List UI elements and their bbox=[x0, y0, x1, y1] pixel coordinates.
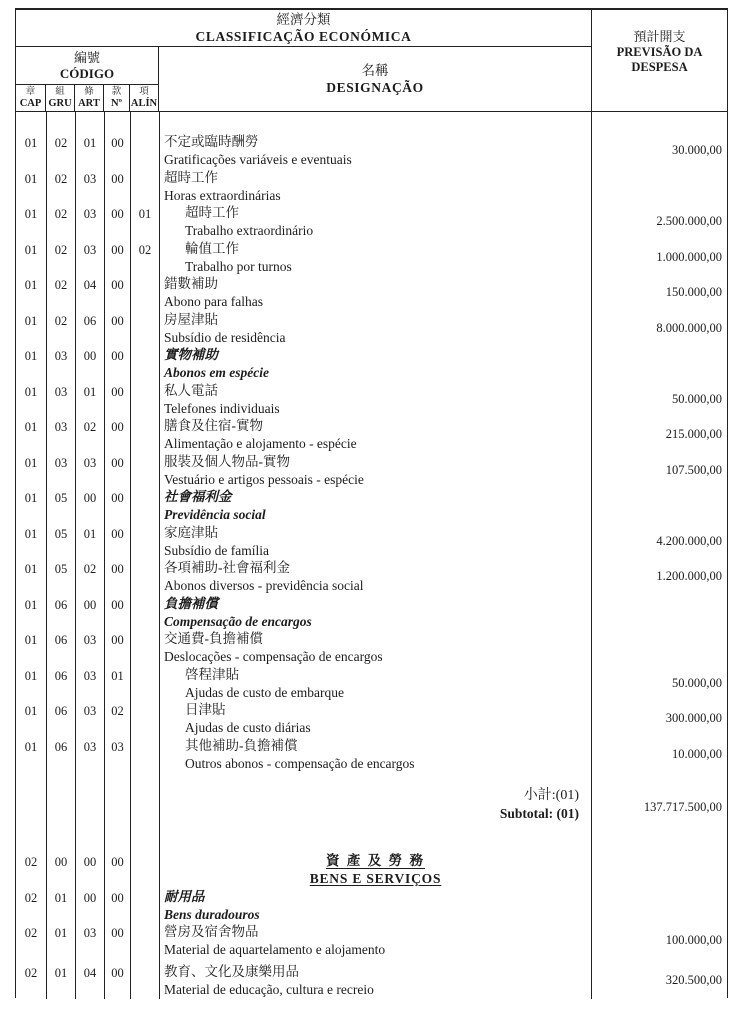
header-classification bbox=[16, 10, 591, 47]
code-num: 00 bbox=[111, 855, 124, 869]
designation-pt: Abonos em espécie bbox=[164, 365, 269, 380]
designation-pt: Subtotal: (01) bbox=[499, 806, 579, 821]
designation bbox=[160, 666, 591, 701]
code-gru: 02 bbox=[54, 242, 68, 257]
code-art: 04 bbox=[83, 278, 97, 292]
num-pt: Nº bbox=[110, 97, 123, 109]
designation-pt: Trabalho extraordinário bbox=[185, 223, 314, 238]
code-art: 01 bbox=[83, 136, 97, 150]
table-row-item bbox=[16, 169, 727, 205]
code-cap: 01 bbox=[24, 420, 38, 434]
code-art: 03 bbox=[83, 926, 97, 940]
code-num: 00 bbox=[111, 597, 124, 612]
designation-pt: Subsídio de residência bbox=[164, 329, 286, 345]
amount-value: 107.500,00 bbox=[665, 462, 722, 477]
amount-value: 8.000.000,00 bbox=[656, 320, 722, 335]
table-rows bbox=[16, 112, 727, 998]
designation bbox=[160, 311, 591, 346]
header-expense-forecast bbox=[591, 10, 727, 112]
designation-zh: 交通費-負擔補償 bbox=[164, 631, 263, 646]
code-gru: 01 bbox=[54, 965, 68, 980]
code-cap: 01 bbox=[24, 739, 38, 754]
code-cap: 01 bbox=[24, 633, 38, 647]
designation bbox=[160, 559, 591, 594]
code-cap: 01 bbox=[24, 207, 38, 221]
code-num: 00 bbox=[111, 384, 124, 399]
code-cap: 01 bbox=[24, 704, 38, 718]
amount-value: 320.500,00 bbox=[665, 972, 722, 987]
code-art: 04 bbox=[83, 965, 97, 980]
table-row-item bbox=[16, 453, 727, 489]
code-art: 03 bbox=[83, 739, 97, 754]
designation bbox=[160, 701, 591, 736]
expense-title-pt-line1: PREVISÃO DA bbox=[616, 45, 703, 59]
economic-classification-table bbox=[15, 8, 728, 998]
amount-value: 300.000,00 bbox=[665, 711, 722, 726]
table-row-item bbox=[16, 275, 727, 311]
designation-pt: Ajudas de custo diárias bbox=[185, 720, 311, 735]
header-code bbox=[16, 47, 159, 85]
code-num: 00 bbox=[111, 349, 124, 363]
code-cap: 01 bbox=[24, 597, 38, 612]
header-code-subcolumns bbox=[16, 85, 159, 112]
gru-pt: GRU bbox=[48, 97, 72, 109]
classification-title-zh: 經濟分類 bbox=[276, 11, 331, 27]
designation-pt: Previdência social bbox=[164, 507, 266, 522]
code-art: 01 bbox=[83, 384, 97, 399]
table-row-item bbox=[16, 963, 727, 999]
designation bbox=[160, 524, 591, 559]
designation bbox=[160, 453, 591, 488]
code-gru: 01 bbox=[54, 890, 68, 905]
table-row-item bbox=[16, 524, 727, 560]
code-cap: 01 bbox=[24, 526, 38, 541]
amount-value: 50.000,00 bbox=[672, 675, 722, 690]
code-gru: 06 bbox=[54, 704, 68, 718]
code-cap: 01 bbox=[24, 491, 38, 505]
code-art: 03 bbox=[83, 242, 97, 257]
column-header-alin bbox=[130, 85, 159, 111]
designation-zh: 超時工作 bbox=[185, 205, 239, 220]
designation-pt: Abonos diversos - previdência social bbox=[164, 578, 364, 593]
expense-title-pt-line2: DESPESA bbox=[631, 60, 688, 74]
table-row-item bbox=[16, 417, 727, 453]
code-gru: 03 bbox=[54, 420, 68, 434]
code-art: 03 bbox=[83, 704, 97, 718]
code-art: 01 bbox=[83, 526, 97, 541]
code-num: 00 bbox=[111, 420, 124, 434]
designation bbox=[160, 346, 591, 381]
designation bbox=[160, 786, 591, 822]
designation bbox=[160, 240, 591, 275]
code-cap: 01 bbox=[24, 384, 38, 399]
code-cap: 02 bbox=[24, 926, 38, 940]
table-row-item bbox=[16, 204, 727, 240]
code-title-zh: 編號 bbox=[73, 49, 100, 65]
designation-zh: 服裝及個人物品-實物 bbox=[164, 453, 290, 469]
designation-pt: Material de educação, cultura e recreio bbox=[164, 981, 374, 997]
code-art: 02 bbox=[83, 420, 97, 434]
code-cap: 01 bbox=[24, 278, 38, 292]
designation bbox=[160, 275, 591, 310]
code-title-pt: CÓDIGO bbox=[59, 65, 115, 81]
num-zh: 款 bbox=[111, 86, 122, 97]
designation-zh: 負擔補償 bbox=[164, 595, 218, 611]
amount-value: 150.000,00 bbox=[665, 285, 722, 300]
amount-value: 1.000.000,00 bbox=[656, 249, 722, 264]
amount-value: 4.200.000,00 bbox=[656, 533, 722, 548]
designation-zh: 教育、文化及康樂用品 bbox=[164, 963, 299, 979]
designation-zh: 私人電話 bbox=[164, 382, 218, 398]
designation-zh: 不定或臨時酬勞 bbox=[164, 134, 259, 149]
designation bbox=[160, 488, 591, 523]
code-gru: 03 bbox=[54, 349, 68, 363]
code-gru: 02 bbox=[54, 278, 68, 292]
table-row-item bbox=[16, 737, 727, 773]
designation-zh: 其他補助-負擔補償 bbox=[185, 737, 298, 753]
code-gru: 03 bbox=[54, 384, 68, 399]
code-gru: 06 bbox=[54, 739, 68, 754]
code-num: 02 bbox=[111, 704, 124, 718]
art-zh: 條 bbox=[84, 86, 94, 97]
code-gru: 06 bbox=[54, 597, 68, 612]
designation bbox=[160, 204, 591, 239]
code-gru: 02 bbox=[54, 171, 68, 186]
designation-zh: 耐用品 bbox=[164, 888, 205, 904]
designation-pt: BENS E SERVIÇOS bbox=[309, 871, 442, 886]
designation-title-pt: DESIGNAÇÃO bbox=[326, 79, 424, 95]
table-row-item bbox=[16, 701, 727, 737]
code-num: 00 bbox=[111, 491, 124, 505]
table-row-item bbox=[16, 666, 727, 702]
table-row-group bbox=[16, 888, 727, 924]
code-art: 00 bbox=[83, 491, 97, 505]
code-num: 00 bbox=[111, 526, 124, 541]
amount-value: 10.000,00 bbox=[672, 746, 722, 761]
designation-zh: 小計:(01) bbox=[523, 788, 579, 803]
table-row-item bbox=[16, 559, 727, 595]
designation bbox=[160, 133, 591, 168]
designation-pt: Gratificações variáveis e eventuais bbox=[164, 152, 352, 167]
code-alin: 01 bbox=[138, 207, 152, 221]
designation bbox=[160, 595, 591, 630]
cap-pt: CAP bbox=[19, 97, 42, 109]
code-num: 01 bbox=[111, 668, 124, 683]
alin-zh: 項 bbox=[139, 86, 149, 97]
table-row-item bbox=[16, 630, 727, 666]
designation-zh: 超時工作 bbox=[164, 169, 218, 185]
column-header-gru bbox=[46, 85, 75, 111]
designation-pt: Telefones individuais bbox=[164, 400, 280, 416]
table-row-section bbox=[16, 852, 727, 888]
code-gru: 00 bbox=[54, 855, 68, 869]
header-designation bbox=[159, 47, 591, 112]
designation bbox=[160, 630, 591, 665]
code-gru: 02 bbox=[54, 313, 68, 328]
code-cap: 02 bbox=[24, 855, 38, 869]
designation-pt: Bens duradouros bbox=[164, 906, 260, 922]
code-art: 00 bbox=[83, 890, 97, 905]
designation-zh: 資 產 及 勞 務 bbox=[326, 853, 425, 868]
designation-zh: 實物補助 bbox=[164, 347, 218, 362]
code-cap: 01 bbox=[24, 562, 38, 576]
designation bbox=[160, 382, 591, 417]
code-gru: 06 bbox=[54, 633, 68, 647]
table-row-item bbox=[16, 133, 727, 169]
code-num: 00 bbox=[111, 926, 124, 940]
code-art: 03 bbox=[83, 455, 97, 470]
designation-pt: Horas extraordinárias bbox=[164, 187, 281, 203]
code-gru: 03 bbox=[54, 455, 68, 470]
code-num: 00 bbox=[111, 136, 124, 150]
code-cap: 01 bbox=[24, 455, 38, 470]
designation-zh: 輪值工作 bbox=[185, 240, 239, 256]
designation-zh: 膳食及住宿-實物 bbox=[164, 418, 263, 433]
code-gru: 01 bbox=[54, 926, 68, 940]
designation-zh: 房屋津貼 bbox=[164, 311, 218, 327]
table-row-item bbox=[16, 923, 727, 959]
designation bbox=[160, 417, 591, 452]
code-cap: 01 bbox=[24, 242, 38, 257]
code-gru: 02 bbox=[54, 136, 68, 150]
table-row-group bbox=[16, 488, 727, 524]
designation-pt: Vestuário e artigos pessoais - espécie bbox=[164, 471, 364, 487]
amount-value: 137.717.500,00 bbox=[643, 799, 722, 814]
designation bbox=[160, 923, 591, 958]
code-num: 00 bbox=[111, 242, 124, 257]
designation bbox=[160, 888, 591, 923]
code-num: 00 bbox=[111, 633, 124, 647]
designation bbox=[160, 852, 591, 887]
designation-zh: 各項補助-社會福利金 bbox=[164, 560, 290, 575]
designation-title-zh: 名稱 bbox=[361, 62, 389, 78]
amount-value: 215.000,00 bbox=[665, 427, 722, 442]
code-art: 00 bbox=[83, 349, 97, 363]
code-art: 03 bbox=[83, 207, 97, 221]
code-cap: 01 bbox=[24, 668, 38, 683]
code-art: 02 bbox=[83, 562, 97, 576]
designation-zh: 錯數補助 bbox=[164, 276, 218, 291]
column-header-art bbox=[75, 85, 104, 111]
code-gru: 05 bbox=[54, 562, 68, 576]
classification-title-pt: CLASSIFICAÇÃO ECONÓMICA bbox=[195, 28, 412, 44]
code-alin: 02 bbox=[138, 242, 152, 257]
designation-zh: 社會福利金 bbox=[164, 489, 232, 504]
code-cap: 01 bbox=[24, 171, 38, 186]
amount-value: 2.500.000,00 bbox=[656, 214, 722, 229]
table-row-item bbox=[16, 382, 727, 418]
code-num: 00 bbox=[111, 278, 124, 292]
designation-pt: Trabalho por turnos bbox=[185, 258, 292, 274]
designation bbox=[160, 737, 591, 772]
code-num: 03 bbox=[111, 739, 124, 754]
designation-pt: Compensação de encargos bbox=[164, 613, 312, 629]
table-row-group bbox=[16, 346, 727, 382]
code-cap: 01 bbox=[24, 136, 38, 150]
table-row-item bbox=[16, 240, 727, 276]
designation-pt: Abono para falhas bbox=[164, 294, 263, 309]
amount-value: 30.000,00 bbox=[672, 143, 722, 158]
code-num: 00 bbox=[111, 890, 124, 905]
cap-zh: 章 bbox=[25, 86, 36, 97]
designation-pt: Alimentação e alojamento - espécie bbox=[164, 436, 357, 451]
table-row-subtotal bbox=[16, 786, 727, 828]
designation-pt: Outros abonos - compensação de encargos bbox=[185, 755, 415, 771]
code-art: 03 bbox=[83, 668, 97, 683]
code-num: 00 bbox=[111, 171, 124, 186]
alin-pt: ALÍN bbox=[130, 97, 158, 109]
designation-zh: 營房及宿舍物品 bbox=[164, 924, 259, 939]
designation-pt: Material de aquartelamento e alojamento bbox=[164, 942, 386, 957]
designation-zh: 日津貼 bbox=[185, 702, 226, 717]
code-num: 00 bbox=[111, 313, 124, 328]
designation-pt: Ajudas de custo de embarque bbox=[185, 684, 344, 700]
code-gru: 02 bbox=[54, 207, 68, 221]
code-num: 00 bbox=[111, 562, 124, 576]
code-art: 06 bbox=[83, 313, 97, 328]
designation bbox=[160, 169, 591, 204]
column-header-cap bbox=[16, 85, 46, 111]
table-row-group bbox=[16, 595, 727, 631]
table-body bbox=[16, 112, 727, 999]
code-art: 00 bbox=[83, 855, 97, 869]
designation-pt: Deslocações - compensação de encargos bbox=[164, 649, 383, 664]
code-art: 03 bbox=[83, 171, 97, 186]
expense-title-zh: 預計開支 bbox=[633, 29, 686, 44]
art-pt: ART bbox=[78, 97, 100, 109]
code-num: 00 bbox=[111, 207, 124, 221]
code-cap: 01 bbox=[24, 349, 38, 363]
designation bbox=[160, 963, 591, 998]
designation-pt: Subsídio de família bbox=[164, 542, 269, 558]
amount-value: 50.000,00 bbox=[672, 391, 722, 406]
code-cap: 01 bbox=[24, 313, 38, 328]
designation-zh: 家庭津貼 bbox=[164, 524, 218, 540]
code-gru: 05 bbox=[54, 526, 68, 541]
code-num: 00 bbox=[111, 455, 124, 470]
code-cap: 02 bbox=[24, 890, 38, 905]
code-art: 03 bbox=[83, 633, 97, 647]
table-row-item bbox=[16, 311, 727, 347]
code-gru: 05 bbox=[54, 491, 68, 505]
column-header-num bbox=[104, 85, 130, 111]
code-gru: 06 bbox=[54, 668, 68, 683]
amount-value: 1.200.000,00 bbox=[656, 569, 722, 584]
code-num: 00 bbox=[111, 965, 124, 980]
gru-zh: 組 bbox=[55, 86, 65, 97]
designation-zh: 啓程津貼 bbox=[185, 666, 239, 682]
code-cap: 02 bbox=[24, 965, 38, 980]
amount-value: 100.000,00 bbox=[665, 933, 722, 948]
code-art: 00 bbox=[83, 597, 97, 612]
